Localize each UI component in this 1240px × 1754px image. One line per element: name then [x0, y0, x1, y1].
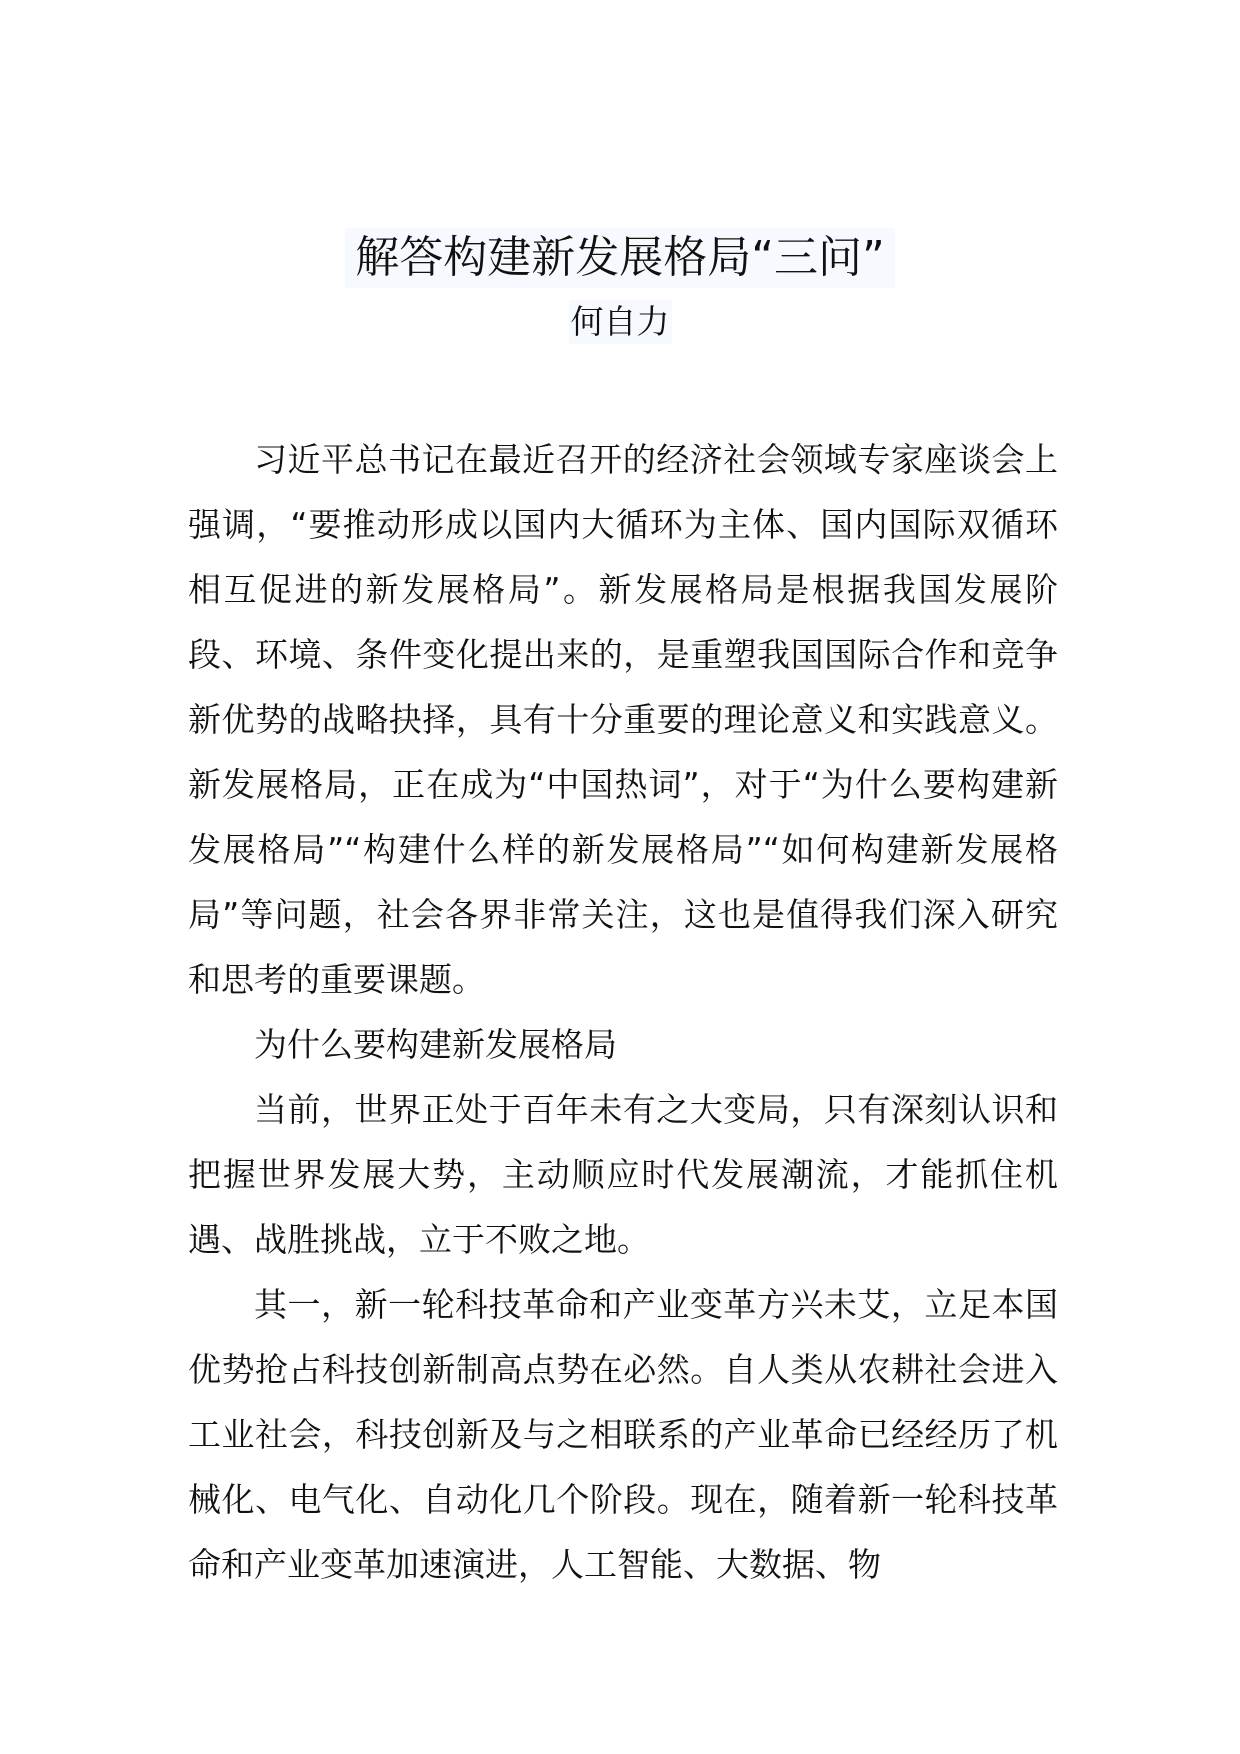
paragraph: 当前，世界正处于百年未有之大变局，只有深刻认识和把握世界发展大势，主动顺应时代发展潮流，才能抓住机遇、战胜挑战，立于不败之地。	[188, 1090, 1058, 1259]
section-heading: 为什么要构建新发展格局	[254, 1025, 617, 1064]
document-title: 解答构建新发展格局“三问”	[345, 228, 895, 288]
document-author: 何自力	[569, 300, 672, 344]
author-block	[0, 300, 1240, 344]
paragraph: 其一，新一轮科技革命和产业变革方兴未艾，立足本国优势抢占科技创新制高点势在必然。自人类从农耕社会进入工业社会，科技创新及与之相联系的产业革命已经经历了机械化、电气化、自动化几个阶段。现在，随着新一轮科技革命和产业变革加速演进，人工智能、大数据、物	[188, 1285, 1058, 1584]
paragraph: 习近平总书记在最近召开的经济社会领域专家座谈会上强调，“要推动形成以国内大循环为主体、国内国际双循环相互促进的新发展格局”。新发展格局是根据我国发展阶段、环境、条件变化提出来的，是重塑我国国际合作和竞争新优势的战略抉择，具有十分重要的理论意义和实践意义。新发展格局，正在成为“中国热词”，对于“为什么要构建新发展格局”“构建什么样的新发展格局”“如何构建新发展格局”等问题，社会各界非常关注，这也是值得我们深入研究和思考的重要课题。	[188, 440, 1058, 999]
document-body	[188, 427, 1058, 1597]
title-block	[0, 228, 1240, 288]
